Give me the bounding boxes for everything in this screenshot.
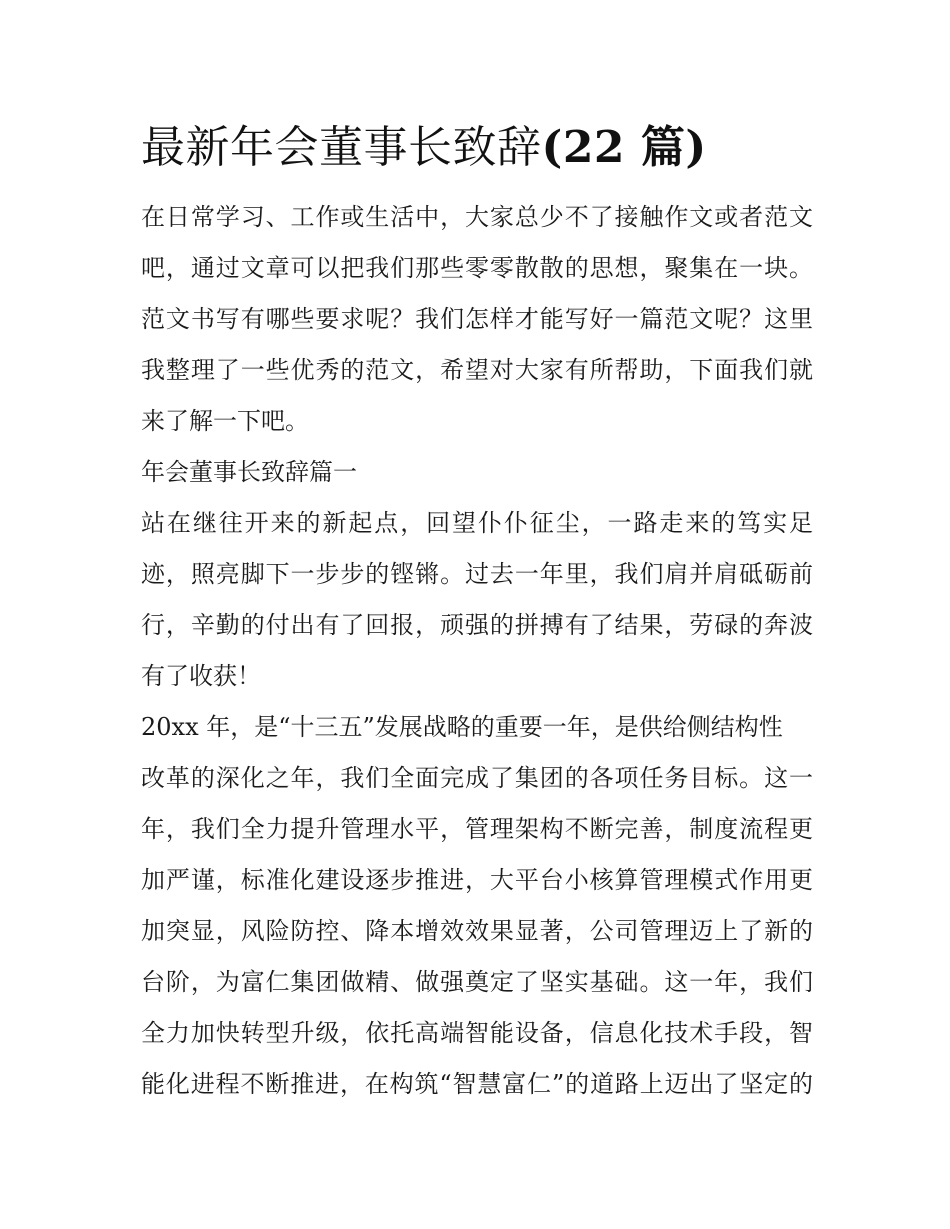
document-body xyxy=(141,192,813,1110)
para1-line-1: 站在继往开来的新起点，回望仆仆征尘，一路走来的笃实足 xyxy=(141,509,813,537)
para2-line-8: 能化进程不断推进，在构筑“智慧富仁”的道路上迈出了坚定的 xyxy=(141,1070,813,1098)
intro-line-5: 来了解一下吧。 xyxy=(141,407,309,435)
intro-line-4: 我整理了一些优秀的范文，希望对大家有所帮助，下面我们就 xyxy=(141,356,813,384)
para1-line-3: 行，辛勤的付出有了回报，顽强的拼搏有了结果，劳碌的奔波 xyxy=(141,611,813,639)
para1-line-2: 迹，照亮脚下一步步的铿锵。过去一年里，我们肩并肩砥砺前 xyxy=(141,560,813,588)
para2-line-7: 全力加快转型升级，依托高端智能设备，信息化技术手段，智 xyxy=(141,1019,813,1047)
para2-line-4: 加严谨，标准化建设逐步推进，大平台小核算管理模式作用更 xyxy=(141,866,813,894)
page-title xyxy=(141,118,813,178)
para2-line-6: 台阶，为富仁集团做精、做强奠定了坚实基础。这一年，我们 xyxy=(141,968,813,996)
title-count: (22 篇) xyxy=(541,122,707,173)
para1-line-4: 有了收获！ xyxy=(141,662,261,690)
intro-line-3: 范文书写有哪些要求呢？我们怎样才能写好一篇范文呢？这里 xyxy=(141,305,813,333)
para2-line-1: 20xx 年，是“十三五”发展战略的重要一年，是供给侧结构性 xyxy=(141,713,783,741)
section-heading: 年会董事长致辞篇一 xyxy=(141,458,357,486)
title-text: 最新年会董事长致辞 xyxy=(141,122,542,173)
document-page xyxy=(141,118,813,1110)
para2-line-5: 加突显，风险防控、降本增效效果显著，公司管理迈上了新的 xyxy=(141,917,813,945)
para2-line-2: 改革的深化之年，我们全面完成了集团的各项任务目标。这一 xyxy=(141,764,813,792)
para2-line-3: 年，我们全力提升管理水平，管理架构不断完善，制度流程更 xyxy=(141,815,813,843)
intro-line-2: 吧，通过文章可以把我们那些零零散散的思想，聚集在一块。 xyxy=(141,254,813,282)
intro-line-1: 在日常学习、工作或生活中，大家总少不了接触作文或者范文 xyxy=(141,203,813,231)
